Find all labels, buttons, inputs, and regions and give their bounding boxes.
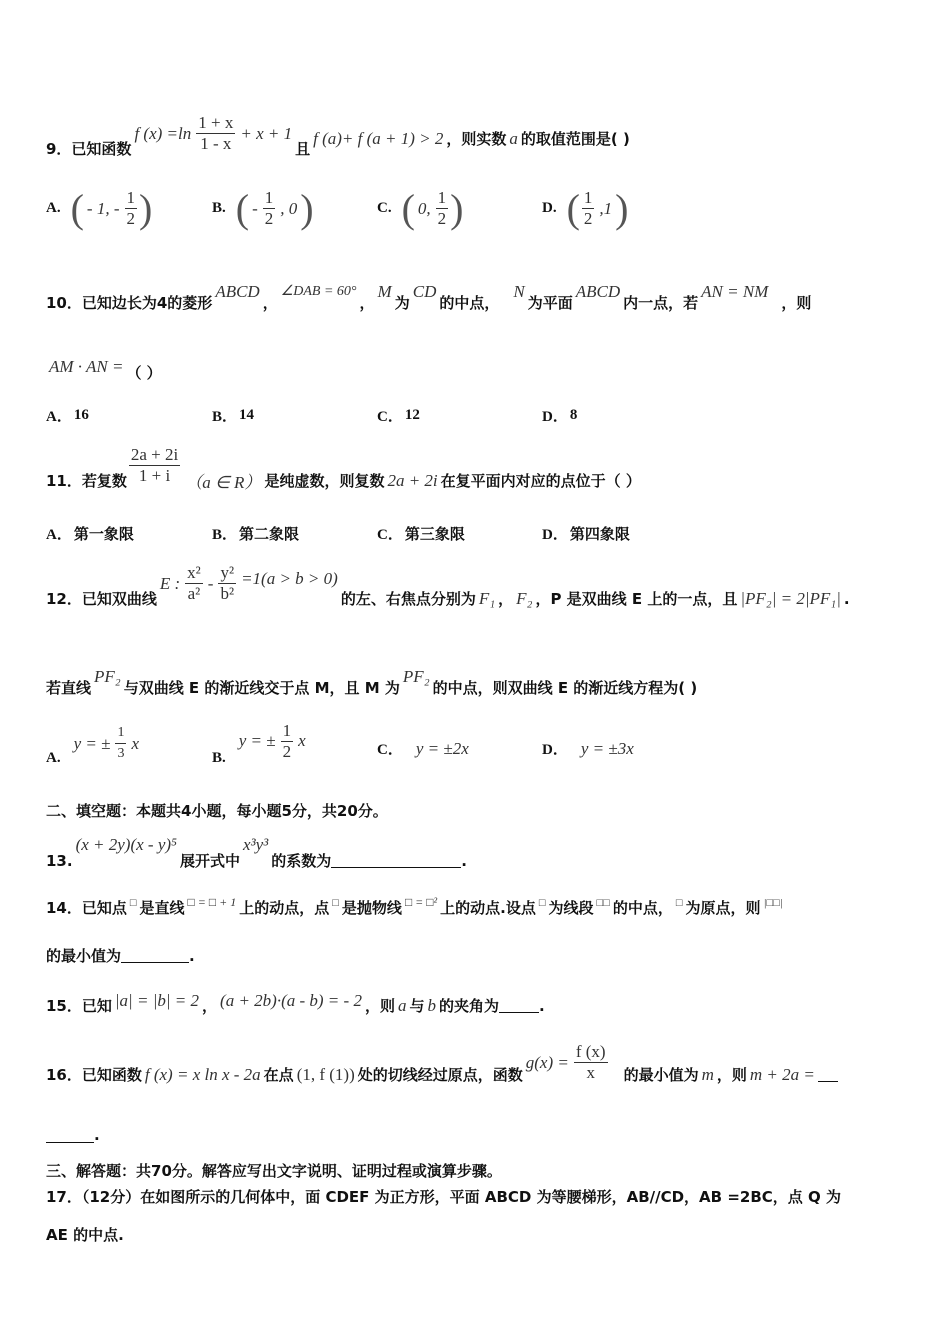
q16-line2 xyxy=(46,1126,100,1144)
q12-option-c[interactable] xyxy=(377,738,472,759)
q16-label: 16．已知函数 xyxy=(46,1066,142,1084)
option-value: 8 xyxy=(569,407,578,423)
q13-text: 展开式中 xyxy=(179,852,240,870)
q10-comma: ， xyxy=(359,294,375,312)
left-paren: ( xyxy=(70,185,84,231)
q13-text: 的系数为 xyxy=(271,852,332,870)
frac-num: 1 xyxy=(583,188,593,207)
q10-text: ，则 xyxy=(781,294,812,312)
q14-placeholder: □ xyxy=(129,896,137,909)
q11-option-c[interactable] xyxy=(377,523,465,544)
question-13 xyxy=(46,826,467,871)
q10-expression-line xyxy=(46,350,162,383)
q12-f2: F₂ xyxy=(516,588,533,608)
option-value: y = ± xyxy=(73,733,111,753)
q10-paren: （ ） xyxy=(126,364,162,382)
question-15 xyxy=(46,985,545,1016)
q12-label: 12．已知双曲线 xyxy=(46,590,157,608)
q16-answer-blank-cont[interactable] xyxy=(46,1128,94,1143)
q12-abs: |PF₂| = 2|PF₁| xyxy=(740,588,841,608)
option-frac xyxy=(436,188,449,229)
q16-text: 处的切线经过原点，函数 xyxy=(357,1066,523,1084)
q12-line2 xyxy=(46,655,697,698)
frac-num: 1 xyxy=(126,188,135,207)
question-17-line1: 17．（12分）在如图所示的几何体中，面 CDEF 为正方形，平面 ABCD 为等腰梯形，AB//CD，AB =2BC，点 Q 为 xyxy=(46,1188,841,1206)
frac-num: 1 xyxy=(437,188,447,207)
option-left: - 1, - xyxy=(86,198,120,218)
q10-angle: ∠DAB = 60° xyxy=(280,284,357,299)
q12-f1: F₁ xyxy=(478,588,496,608)
option-label: D． xyxy=(542,527,568,543)
option-value: y = ± xyxy=(238,731,276,750)
q9-text: ，则实数 xyxy=(446,130,507,148)
q9-condition: f (a)+ f (a + 1) > 2 xyxy=(313,128,444,148)
q14-abs: |□□| xyxy=(763,896,783,909)
option-value: 第二象限 xyxy=(239,525,300,543)
q15-text: 与 xyxy=(409,997,425,1015)
option-label: B． xyxy=(212,527,238,543)
q14-parabola-eq: □ = □² xyxy=(404,895,438,909)
q14-text: 是抛物线 xyxy=(341,899,402,917)
q10-text: 为 xyxy=(394,294,410,312)
q12-text: ，P 是双曲线 E 上的一点，且 xyxy=(535,590,738,608)
frac-den: 2 xyxy=(437,209,447,228)
q10-equation: AN = NM xyxy=(701,281,769,301)
frac-den: 1 + i xyxy=(138,466,171,485)
option-frac xyxy=(582,188,595,229)
q10-label: 10．已知边长为4的菱形 xyxy=(46,294,213,312)
q10-cd: CD xyxy=(412,281,437,301)
option-value: 第三象限 xyxy=(404,525,465,543)
q10-option-c[interactable] xyxy=(377,405,430,426)
q9-frac-den: 1 - x xyxy=(200,134,232,153)
question-12 xyxy=(46,558,850,609)
frac-num: y² xyxy=(220,563,235,582)
q9-and: 且 xyxy=(295,140,311,158)
section-3-heading: 三、解答题：共70分。解答应写出文字说明、证明过程或演算步骤。 xyxy=(46,1162,502,1180)
q13-answer-blank[interactable] xyxy=(331,853,461,868)
q11-option-a[interactable] xyxy=(46,523,134,544)
option-frac xyxy=(125,188,138,229)
q9-tail: + x + 1 xyxy=(240,123,293,143)
option-label: B. xyxy=(212,200,226,216)
q14-text: 是直线 xyxy=(139,899,185,917)
q14-text: 的最小值为 xyxy=(46,947,122,965)
q16-g: g(x) = xyxy=(525,1052,569,1072)
q16-expression: m + 2a = xyxy=(749,1064,815,1084)
q10-option-b[interactable] xyxy=(212,405,264,426)
q9-option-b[interactable] xyxy=(212,185,314,231)
q14-line2 xyxy=(46,945,195,966)
option-frac xyxy=(281,721,294,762)
q14-text: 的中点， xyxy=(612,899,673,917)
q14-placeholder: □ xyxy=(332,896,339,909)
frac-num: 1 xyxy=(115,723,126,744)
q15-text: ，则 xyxy=(364,997,395,1015)
question-9 xyxy=(46,108,630,159)
frac-den: 2 xyxy=(264,209,274,228)
right-paren: ) xyxy=(615,185,629,231)
frac-num: 1 xyxy=(264,188,274,207)
option-label: D. xyxy=(542,200,557,216)
frac-num: 1 xyxy=(282,720,292,740)
option-value: 第四象限 xyxy=(569,525,630,543)
question-14 xyxy=(46,895,786,920)
q10-text: 内一点，若 xyxy=(623,294,699,312)
option-label: A． xyxy=(46,527,72,543)
q15-condition-1: |a| = |b| = 2 xyxy=(114,990,200,1010)
option-label: B. xyxy=(212,750,226,766)
frac-den: a² xyxy=(187,584,201,603)
q14-text: 为原点，则 xyxy=(685,899,761,917)
frac-den: 2 xyxy=(583,209,593,228)
q10-abcd: ABCD xyxy=(215,281,260,301)
q14-label: 14．已知点 xyxy=(46,899,127,917)
section-2-heading: 二、填空题：本题共4小题，每小题5分，共20分。 xyxy=(46,802,388,820)
option-label: C. xyxy=(377,200,392,216)
q9-frac-num: 1 + x xyxy=(198,113,234,132)
option-right: , 0 xyxy=(280,198,298,218)
q11-option-b[interactable] xyxy=(212,523,299,544)
q15-comma: ， xyxy=(202,997,218,1015)
option-label: B． xyxy=(212,409,238,425)
q13-end: . xyxy=(461,851,467,870)
option-right: ,1 xyxy=(599,198,613,218)
frac-den: b² xyxy=(220,584,235,603)
q12-option-b[interactable] xyxy=(212,715,309,767)
option-label: C． xyxy=(377,742,403,758)
q10-expression: AM · AN = xyxy=(49,356,124,376)
q12-equation: =1(a > b > 0) xyxy=(241,568,338,588)
q14-placeholder: □ xyxy=(675,896,683,909)
q10-option-a[interactable] xyxy=(46,405,99,426)
option-label: A． xyxy=(46,409,72,425)
q12-minus: - xyxy=(207,573,214,593)
q12-text: 与双曲线 E 的渐近线交于点 M，且 M 为 xyxy=(123,679,400,697)
right-paren: ) xyxy=(300,185,314,231)
left-paren: ( xyxy=(566,185,580,231)
q10-m: M xyxy=(377,281,392,301)
left-paren: ( xyxy=(235,185,250,231)
question-16 xyxy=(46,1040,838,1085)
q16-fraction xyxy=(574,1042,608,1083)
q11-condition: （a ∈ R） xyxy=(185,473,262,492)
q9-label: 9．已知函数 xyxy=(46,140,132,158)
frac-den: x xyxy=(586,1063,595,1082)
q11-label: 11．若复数 xyxy=(46,472,127,490)
option-frac xyxy=(263,188,276,229)
q9-fraction xyxy=(196,113,235,154)
option-value: 14 xyxy=(239,407,255,423)
q12-text: 若直线 xyxy=(46,679,92,697)
q15-text: 的夹角为 xyxy=(438,997,499,1015)
q14-text: 上的动点，点 xyxy=(239,899,330,917)
q13-term: x³y³ xyxy=(242,834,269,854)
q16-answer-blank[interactable] xyxy=(818,1067,838,1082)
option-label: A. xyxy=(46,750,61,766)
option-label: C． xyxy=(377,409,403,425)
q12-comma: ， xyxy=(498,590,514,608)
question-11 xyxy=(46,438,641,493)
q9-function: f (x) =ln xyxy=(134,123,192,143)
q12-text: 的左、右焦点分别为 xyxy=(340,590,476,608)
frac-num: x² xyxy=(187,563,201,582)
option-x: x xyxy=(298,731,306,750)
option-label: D． xyxy=(542,409,568,425)
q11-fraction xyxy=(129,445,180,486)
q15-label: 15．已知 xyxy=(46,997,112,1015)
right-paren: ) xyxy=(139,185,153,231)
frac-den: 2 xyxy=(126,209,135,228)
frac-num: f (x) xyxy=(575,1042,606,1061)
q12-pf2: PF₂ xyxy=(402,666,430,686)
q11-complex: 2a + 2i xyxy=(387,470,438,490)
q13-expression: (x + 2y)(x - y)⁵ xyxy=(75,834,177,854)
q12-option-d[interactable] xyxy=(542,738,637,759)
q12-e: E : xyxy=(159,573,181,593)
q11-end: 在复平面内对应的点位于（ ） xyxy=(440,472,641,490)
frac-den: 2 xyxy=(282,741,292,761)
q15-answer-blank[interactable] xyxy=(499,998,539,1013)
question-17-line2: AE 的中点. xyxy=(46,1226,124,1244)
q15-a: a xyxy=(397,995,407,1015)
option-left: 0, xyxy=(417,198,431,218)
option-value: 12 xyxy=(404,407,420,423)
q10-option-d[interactable] xyxy=(542,405,587,426)
option-value: 第一象限 xyxy=(73,525,134,543)
q14-text: 为线段 xyxy=(548,899,594,917)
q14-answer-blank[interactable] xyxy=(121,948,189,963)
option-label: D． xyxy=(542,742,568,758)
q12-text: 的中点，则双曲线 E 的渐近线方程为( ) xyxy=(432,679,698,697)
q15-b: b xyxy=(427,995,436,1015)
q10-comma: ， xyxy=(262,294,278,312)
q13-label: 13. xyxy=(46,851,73,870)
question-10 xyxy=(46,270,811,313)
q9-a: a xyxy=(509,128,518,148)
q12-pf2: PF₂ xyxy=(94,666,121,686)
frac-num: 2a + 2i xyxy=(130,445,179,464)
q10-text: 的中点， xyxy=(439,294,500,312)
q11-text: 是纯虚数，则复数 xyxy=(264,472,385,490)
q9-end: 的取值范围是( ) xyxy=(520,130,630,148)
q15-condition-2: (a + 2b)·(a - b) = - 2 xyxy=(220,990,362,1010)
q14-text: 上的动点.设点 xyxy=(440,899,536,917)
q16-end: . xyxy=(94,1126,100,1144)
option-frac xyxy=(115,723,126,764)
option-value: y = ±2x xyxy=(415,738,469,758)
q16-text: 的最小值为 xyxy=(623,1066,699,1084)
q12-dot: . xyxy=(843,589,850,608)
q9-option-a[interactable] xyxy=(46,185,153,231)
q14-line-eq: □ = □ + 1 xyxy=(187,895,237,909)
q16-function: f (x) = x ln x - 2a xyxy=(144,1064,261,1084)
q12-option-a[interactable] xyxy=(46,720,142,767)
q10-n: N xyxy=(513,281,525,301)
q10-text: 为平面 xyxy=(527,294,573,312)
q14-end: . xyxy=(189,946,195,965)
option-left: - xyxy=(252,198,258,218)
frac-den: 3 xyxy=(117,746,125,761)
q12-frac-y xyxy=(218,563,236,604)
q12-frac-x xyxy=(185,563,203,604)
q14-segment: □□ xyxy=(596,896,610,909)
q10-abcd: ABCD xyxy=(575,281,621,301)
option-label: C． xyxy=(377,527,403,543)
q16-point: (1, f (1)) xyxy=(296,1064,355,1084)
q14-placeholder: □ xyxy=(538,896,546,909)
option-value: 16 xyxy=(73,407,89,423)
option-value: y = ±3x xyxy=(580,738,634,758)
q16-m: m xyxy=(701,1064,714,1084)
q11-option-d[interactable] xyxy=(542,523,630,544)
q15-end: . xyxy=(539,996,545,1015)
left-paren: ( xyxy=(401,185,415,231)
q16-text: ，则 xyxy=(716,1066,747,1084)
q9-option-d[interactable] xyxy=(542,185,629,231)
option-label: A. xyxy=(46,200,61,216)
q9-option-c[interactable] xyxy=(377,185,464,231)
right-paren: ) xyxy=(450,185,464,231)
option-x: x xyxy=(131,733,139,753)
q16-text: 在点 xyxy=(263,1066,294,1084)
